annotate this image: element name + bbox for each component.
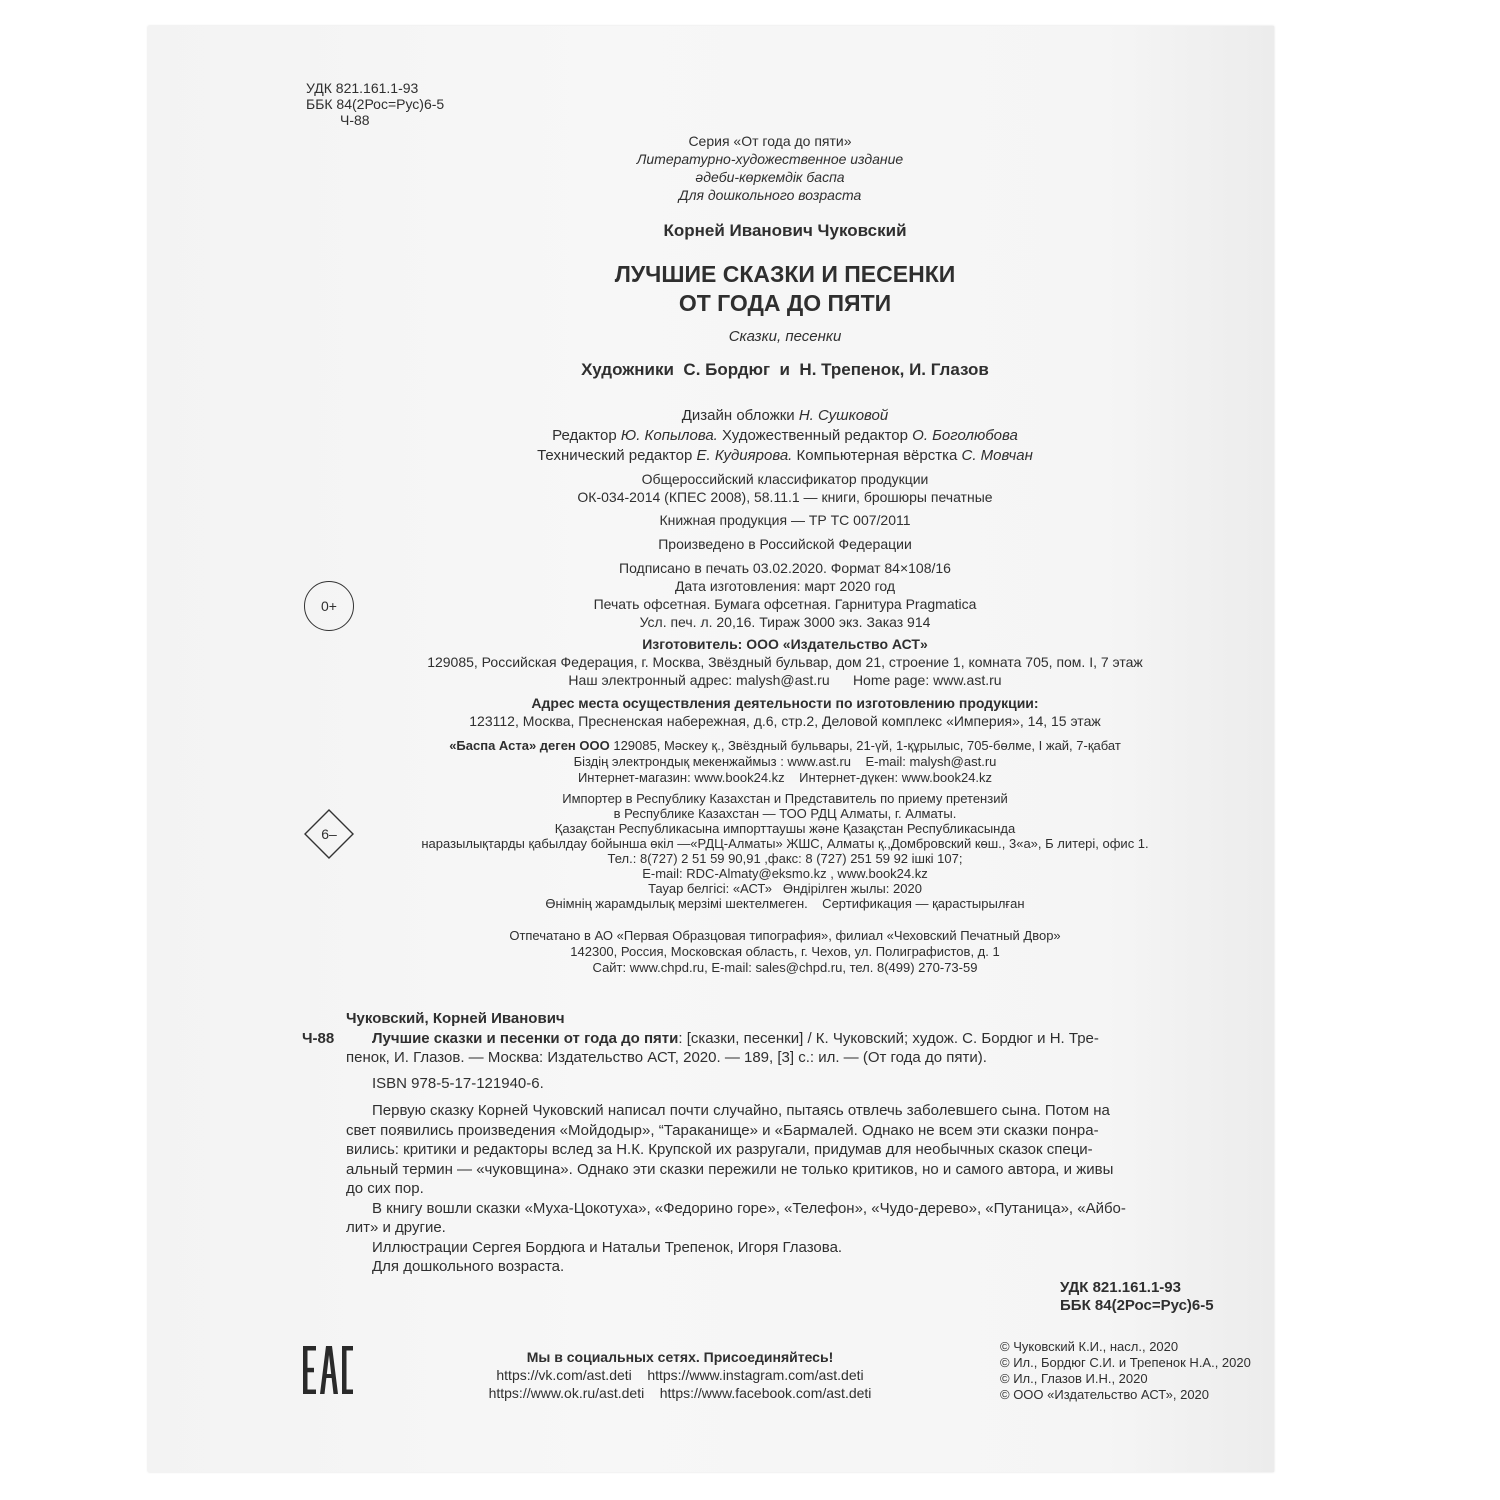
bbk-bottom-line: ББК 84(2Рос=Рус)6-5 xyxy=(1060,1297,1214,1314)
credits-block xyxy=(400,406,1170,466)
art-editor-name: О. Боголюбова xyxy=(912,427,1018,444)
annotation-line: до сих пор. xyxy=(346,1180,424,1197)
annotation-line: лит» и другие. xyxy=(346,1219,446,1236)
classifier-line2: ОК-034-2014 (КПЕС 2008), 58.11.1 — книги, брошюры печатные xyxy=(577,489,993,505)
series-edition-type: Литературно-художественное издание xyxy=(636,151,904,167)
credits-editors xyxy=(400,426,1170,446)
cover-label: Дизайн обложки xyxy=(681,407,795,424)
udk-top-block xyxy=(306,80,444,128)
manufacturer-title: Изготовитель: ООО «Издательство АСТ» xyxy=(642,636,928,652)
udk-bottom-line: УДК 821.161.1-93 xyxy=(1060,1279,1181,1296)
print-info-line: Печать офсетная. Бумага офсетная. Гарнитура Pragmatica xyxy=(593,596,977,612)
layout-label: Компьютерная вёрстка xyxy=(796,447,958,464)
printer-line: Отпечатано в АО «Первая Образцовая типография», филиал «Чеховский Печатный Двор» xyxy=(509,928,1061,943)
product-line: Книжная продукция — ТР ТС 007/2011 xyxy=(659,512,911,528)
annotation-line: В книгу вошли сказки «Муха-Цокотуха», «Федорино горе», «Телефон», «Чудо-дерево», «Путаница», «Айбо- xyxy=(372,1199,1126,1217)
copyright-line: © Ил., Глазов И.Н., 2020 xyxy=(1000,1371,1148,1386)
kz-publisher-line1 xyxy=(380,738,1190,754)
art-editor-label: Художественный редактор xyxy=(722,427,908,444)
credits-cover xyxy=(400,406,1170,426)
annotation-line: свет появились произведения «Мойдодыр», “Тараканище» и «Бармалей. Однако не всем эти сказки понра- xyxy=(346,1121,1099,1139)
copyright-line: © Ил., Бордюг С.И. и Трепенок Н.А., 2020 xyxy=(1000,1355,1251,1370)
age-rating-circle: 0+ xyxy=(304,581,354,631)
series-age: Для дошкольного возраста xyxy=(678,187,862,203)
importer-line: Тауар белгісі: «АСТ» Өндірілген жылы: 2020 xyxy=(648,881,922,896)
biblio-code: Ч-88 xyxy=(302,1030,335,1047)
printer-line: Сайт: www.chpd.ru, E-mail: sales@chpd.ru, тел. 8(499) 270-73-59 xyxy=(592,960,978,975)
biblio-isbn: ISBN 978-5-17-121940-6. xyxy=(372,1075,544,1092)
series-block xyxy=(560,132,980,204)
bbk-top-line: ББК 84(2Рос=Рус)6-5 xyxy=(306,96,445,112)
importer-block xyxy=(380,791,1190,911)
tech-editor-label: Технический редактор xyxy=(537,447,693,464)
print-info-line: Подписано в печать 03.02.2020. Формат 84×108/16 xyxy=(619,560,951,576)
classifier-block xyxy=(435,470,1135,506)
importer-line: наразылықтарды қабылдау бойынша өкіл —«РДЦ-Алматы» ЖШС, Алматы қ.,Домбровский көш., 3«а», Б литері, офис 1. xyxy=(421,836,1149,851)
credits-tech xyxy=(400,446,1170,466)
copyright-line: © Чуковский К.И., насл., 2020 xyxy=(1000,1339,1179,1354)
book-title-line2: ОТ ГОДА ДО ПЯТИ xyxy=(678,290,892,316)
importer-line: Импортер в Республику Казахстан и Представитель по приему претензий xyxy=(562,791,1008,806)
produced-line: Произведено в Российской Федерации xyxy=(658,536,912,552)
printer-line: 142300, Россия, Московская область, г. Чехов, ул. Полиграфистов, д. 1 xyxy=(570,944,1000,959)
biblio-author: Чуковский, Корней Иванович xyxy=(346,1010,565,1027)
eac-logo xyxy=(302,1344,354,1396)
annotation-line: Первую сказку Корней Чуковский написал почти случайно, пытаясь отвлечь заболевшего сына. Потом на xyxy=(372,1102,1110,1119)
social-row1[interactable]: https://vk.com/ast.deti https://www.instagram.com/ast.deti xyxy=(496,1367,864,1383)
social-title: Мы в социальных сетях. Присоединяйтесь! xyxy=(526,1349,834,1365)
age-diamond-label: 6– xyxy=(321,826,337,842)
manufacturer-contacts: Наш электронный адрес: malysh@ast.ru Home page: www.ast.ru xyxy=(568,672,1002,688)
importer-line: в Республике Казахстан — ТОО РДЦ Алматы, г. Алматы. xyxy=(613,806,957,821)
layout-name: С. Мовчан xyxy=(961,447,1033,464)
annotation-line: альный термин — «чуковщина». Однако эти сказки пережили не только критиков, но и самого автора, и живы xyxy=(346,1160,1114,1178)
kz-publisher-line3: Интернет-магазин: www.book24.kz Интернет-дүкен: www.book24.kz xyxy=(577,770,993,785)
biblio-title-rest: : [сказки, песенки] / К. Чуковский; худож. С. Бордюг и Н. Тре- xyxy=(678,1030,1099,1047)
annotation-block xyxy=(346,1101,1126,1277)
kz-publisher-block xyxy=(380,738,1190,786)
age-rating-diamond xyxy=(304,809,354,859)
annotation-age: Для дошкольного возраста. xyxy=(372,1258,565,1275)
print-info-block xyxy=(435,559,1135,631)
print-info-line: Дата изготовления: март 2020 год xyxy=(674,578,896,594)
importer-line: Тел.: 8(727) 2 51 59 90,91 ,факс: 8 (727) 251 59 92 ішкі 107; xyxy=(607,851,963,866)
eac-mark-icon xyxy=(302,1344,354,1396)
genre-line: Сказки, песенки xyxy=(728,328,842,345)
manufacturer-address: 129085, Российская Федерация, г. Москва, Звёздный бульвар, дом 21, строение 1, комната 705, пом. I, 7 этаж xyxy=(427,654,1143,670)
kz-publisher-name: «Баспа Аста» деген ООО xyxy=(449,738,610,753)
editor-name: Ю. Копылова. xyxy=(620,427,718,444)
social-row2[interactable]: https://www.ok.ru/ast.deti https://www.facebook.com/ast.deti xyxy=(488,1385,872,1401)
classifier-line1: Общероссийский классификатор продукции xyxy=(641,471,929,487)
book-title-line1: ЛУЧШИЕ СКАЗКИ И ПЕСЕНКИ xyxy=(614,261,956,287)
annotation-line: вились: критики и редакторы вслед за Н.К. Крупской их разругали, придумав для необычных сказок специ- xyxy=(346,1141,1093,1158)
importer-line: Қазақстан Республикасына импорттаушы және Қазақстан Республикасында xyxy=(554,821,1016,836)
copyright-line: © ООО «Издательство АСТ», 2020 xyxy=(1000,1387,1210,1402)
copyright-block xyxy=(1000,1339,1251,1403)
udk-top-line: УДК 821.161.1-93 xyxy=(306,80,419,96)
biblio-title: Лучшие сказки и песенки от года до пяти xyxy=(372,1030,679,1047)
manufacturer-block xyxy=(330,635,1240,689)
author-name: Корней Иванович Чуковский xyxy=(663,221,907,240)
printer-block xyxy=(380,928,1190,976)
production-address-line: 123112, Москва, Пресненская набережная, д.6, стр.2, Деловой комплекс «Империя», 14, 15 этаж xyxy=(469,713,1101,729)
illustrators-line: Художники С. Бордюг и Н. Трепенок, И. Глазов xyxy=(581,360,989,379)
editor-label: Редактор xyxy=(552,427,617,444)
udk-bottom-block xyxy=(1060,1279,1214,1315)
cutter-top-line: Ч-88 xyxy=(340,112,370,128)
cover-name: Н. Сушковой xyxy=(798,407,889,424)
series-edition-type-kz: әдеби-көркемдік баспа xyxy=(695,169,845,185)
kz-publisher-line2: Біздің электрондық мекенжаймыз : www.ast.ru E-mail: malysh@ast.ru xyxy=(573,754,997,769)
kz-publisher-address: 129085, Мәскеу қ., Звёздный бульвары, 21-үй, 1-құрылыс, 705-бөлме, I жай, 7-қабат xyxy=(609,738,1121,753)
production-address-block xyxy=(330,694,1240,730)
social-block xyxy=(430,1348,930,1402)
importer-line: E-mail: RDC-Almaty@eksmo.kz , www.book24.kz xyxy=(642,866,928,881)
biblio-title-line xyxy=(372,1030,1099,1048)
biblio-line2: пенок, И. Глазов. — Москва: Издательство АСТ, 2020. — 189, [3] с.: ил. — (От года до пяти). xyxy=(346,1049,987,1066)
production-address-title: Адрес места осуществления деятельности по изготовлению продукции: xyxy=(531,695,1039,711)
series-title: Серия «От года до пяти» xyxy=(688,133,852,149)
importer-line: Өнімнің жарамдылық мерзімі шектелмеген. Сертификация — қарастырылған xyxy=(545,896,1025,911)
annotation-illustrations: Иллюстрации Сергея Бордюга и Натальи Трепенок, Игоря Глазова. xyxy=(372,1238,843,1256)
print-info-line: Усл. печ. л. 20,16. Тираж 3000 экз. Заказ 914 xyxy=(639,614,931,630)
book-title xyxy=(510,260,1060,318)
tech-editor-name: Е. Кудиярова. xyxy=(696,447,793,464)
